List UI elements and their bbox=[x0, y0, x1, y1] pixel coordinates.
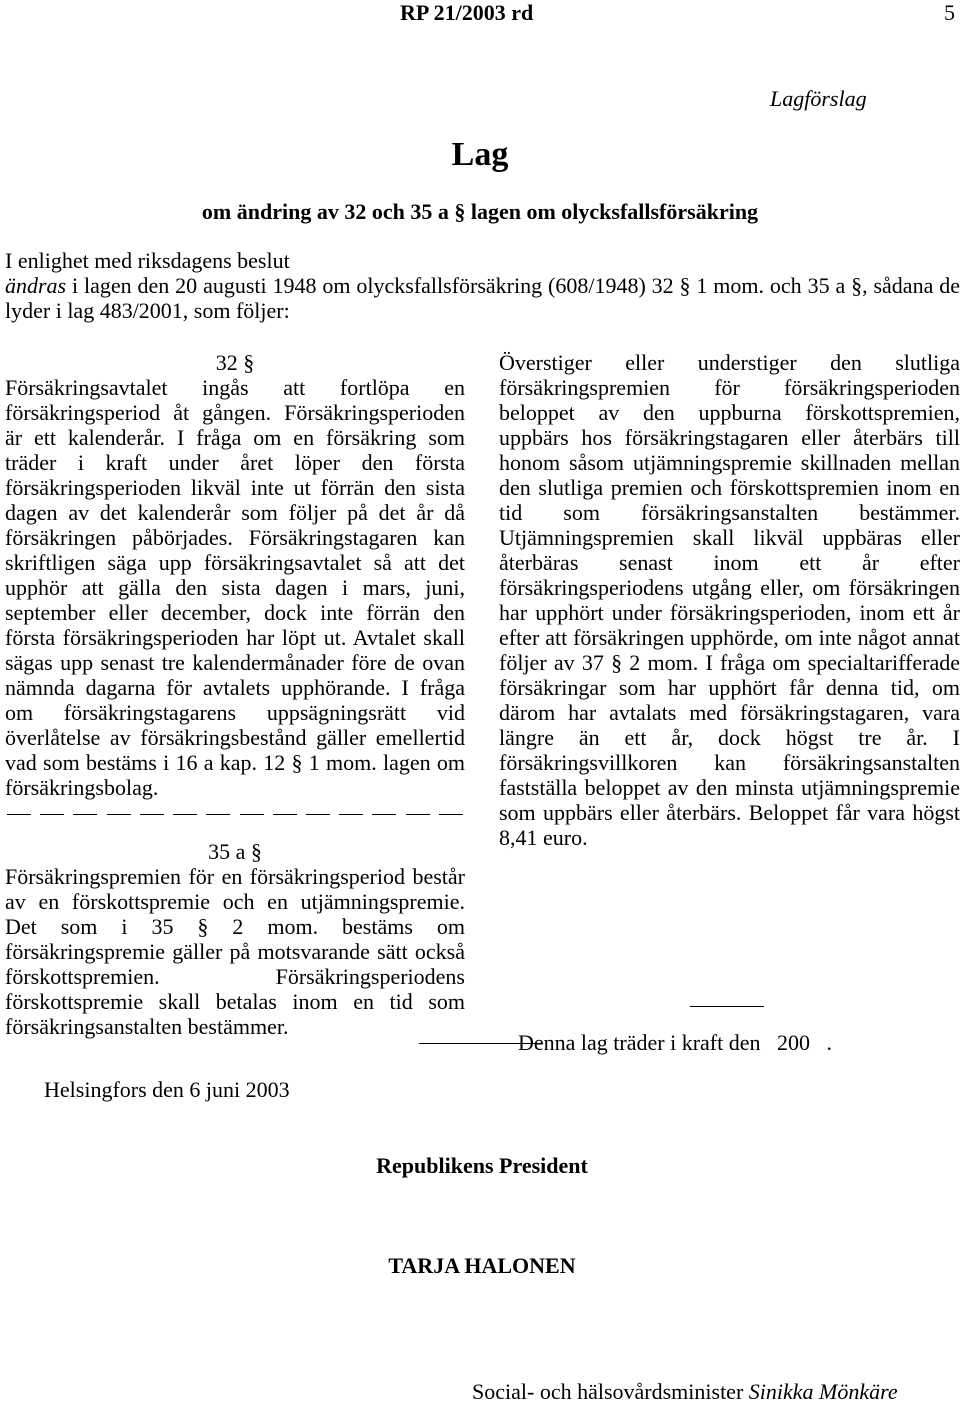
divider-rule bbox=[690, 1006, 764, 1007]
section-35a-text-right: Överstiger eller understiger den slutliga försäkringspremien för försäkringsperioden beloppet av den uppburna förskottspremien, uppbärs hos försäkringstagaren eller återbärs till honom såsom utjämningspremie skillnaden mellan den slutliga premien och förskottspremien inom en tid som försäkringsanstalten bestämmer. Utjämningspremien skall likväl uppbäras eller återbäras senast inom ett år efter försäkringsperiodens utgång eller, om försäkringen har upphört under försäkringsperioden, inom ett år efter att försäkringen upphörde, om inte något annat följer av 37 § 2 mom. I fråga om specialtarifferade försäkringar som har upphört får denna tid, om därom har avtalats med försäkringstagaren, vara längre än ett år, dock högst tre år. I försäkringsvillkoren kan försäkringsanstalten fastställa beloppet av den minsta utjämningspremie som uppbärs eller återbärs. Beloppet får vara högst 8,41 euro. bbox=[499, 350, 960, 850]
section-32-heading: 32 § bbox=[215, 350, 255, 375]
entry-into-force-date: 200 . bbox=[777, 1030, 832, 1055]
place-and-date: Helsingfors den 6 juni 2003 bbox=[44, 1077, 290, 1102]
right-column bbox=[499, 350, 960, 850]
document-subtitle: om ändring av 32 och 35 a § lagen om olycksfallsförsäkring bbox=[201, 199, 759, 224]
entry-into-force bbox=[518, 1030, 832, 1056]
intro-line: I enlighet med riksdagens beslut bbox=[5, 248, 290, 273]
section-35a-heading: 35 a § bbox=[208, 839, 262, 864]
page-number: 5 bbox=[944, 0, 955, 25]
president-name: TARJA HALONEN bbox=[388, 1253, 576, 1278]
omission-dashes bbox=[5, 802, 465, 815]
enactment-clause bbox=[5, 248, 960, 323]
section-label: Lagförslag bbox=[770, 86, 867, 111]
minister-title: Social- och hälsovårdsminister bbox=[472, 1379, 744, 1404]
document-title: Lag bbox=[451, 136, 509, 173]
section-35a-text-left: Försäkringspremien för en försäkringsperiod består av en förskottspremie och en utjämningspremie. Det som i 35 § 2 mom. bestäms om försäkringspremie gäller på motsvarande sätt också förskottspremien. Försäkringsperiodens förskottspremie skall betalas inom en tid som försäkringsanstalten bestämmer. bbox=[5, 864, 465, 1039]
document-reference: RP 21/2003 rd bbox=[400, 0, 534, 25]
president-role: Republikens President bbox=[376, 1153, 588, 1178]
intro-emphasis: ändras bbox=[5, 273, 67, 298]
entry-into-force-text: Denna lag träder i kraft den bbox=[518, 1030, 761, 1055]
minister-signature bbox=[472, 1379, 898, 1405]
intro-paragraph bbox=[5, 273, 960, 323]
intro-text: i lagen den 20 augusti 1948 om olycksfallsförsäkring (608/1948) 32 § 1 mom. och 35 a §, sådana de lyder i lag 483/2001, som följer: bbox=[5, 273, 960, 323]
minister-name: Sinikka Mönkäre bbox=[748, 1379, 898, 1404]
left-column bbox=[5, 350, 465, 1039]
section-32-text: Försäkringsavtalet ingås att fortlöpa en försäkringsperiod åt gången. Försäkringsperioden är ett kalenderår. I fråga om en försäkring som träder i kraft under året löper den första försäkringsperioden likväl inte ut förrän den sista dagen av det kalenderår som följer på det år då försäkringen påbörjades. Försäkringstagaren kan skriftligen säga upp försäkringsavtalet så att det upphör att gälla den sista dagen i mars, juni, september eller december, dock inte förrän den första försäkringsperioden har löpt ut. Avtalet skall sägas upp senast tre kalendermånader före de ovan nämnda dagarna för avtalets upphörande. I fråga om försäkringstagarens uppsägningsrätt vid överlåtelse av försäkringsbestånd gäller emellertid vad som bestäms i 16 a kap. 12 § 1 mom. lagen om försäkringsbolag. bbox=[5, 375, 465, 800]
